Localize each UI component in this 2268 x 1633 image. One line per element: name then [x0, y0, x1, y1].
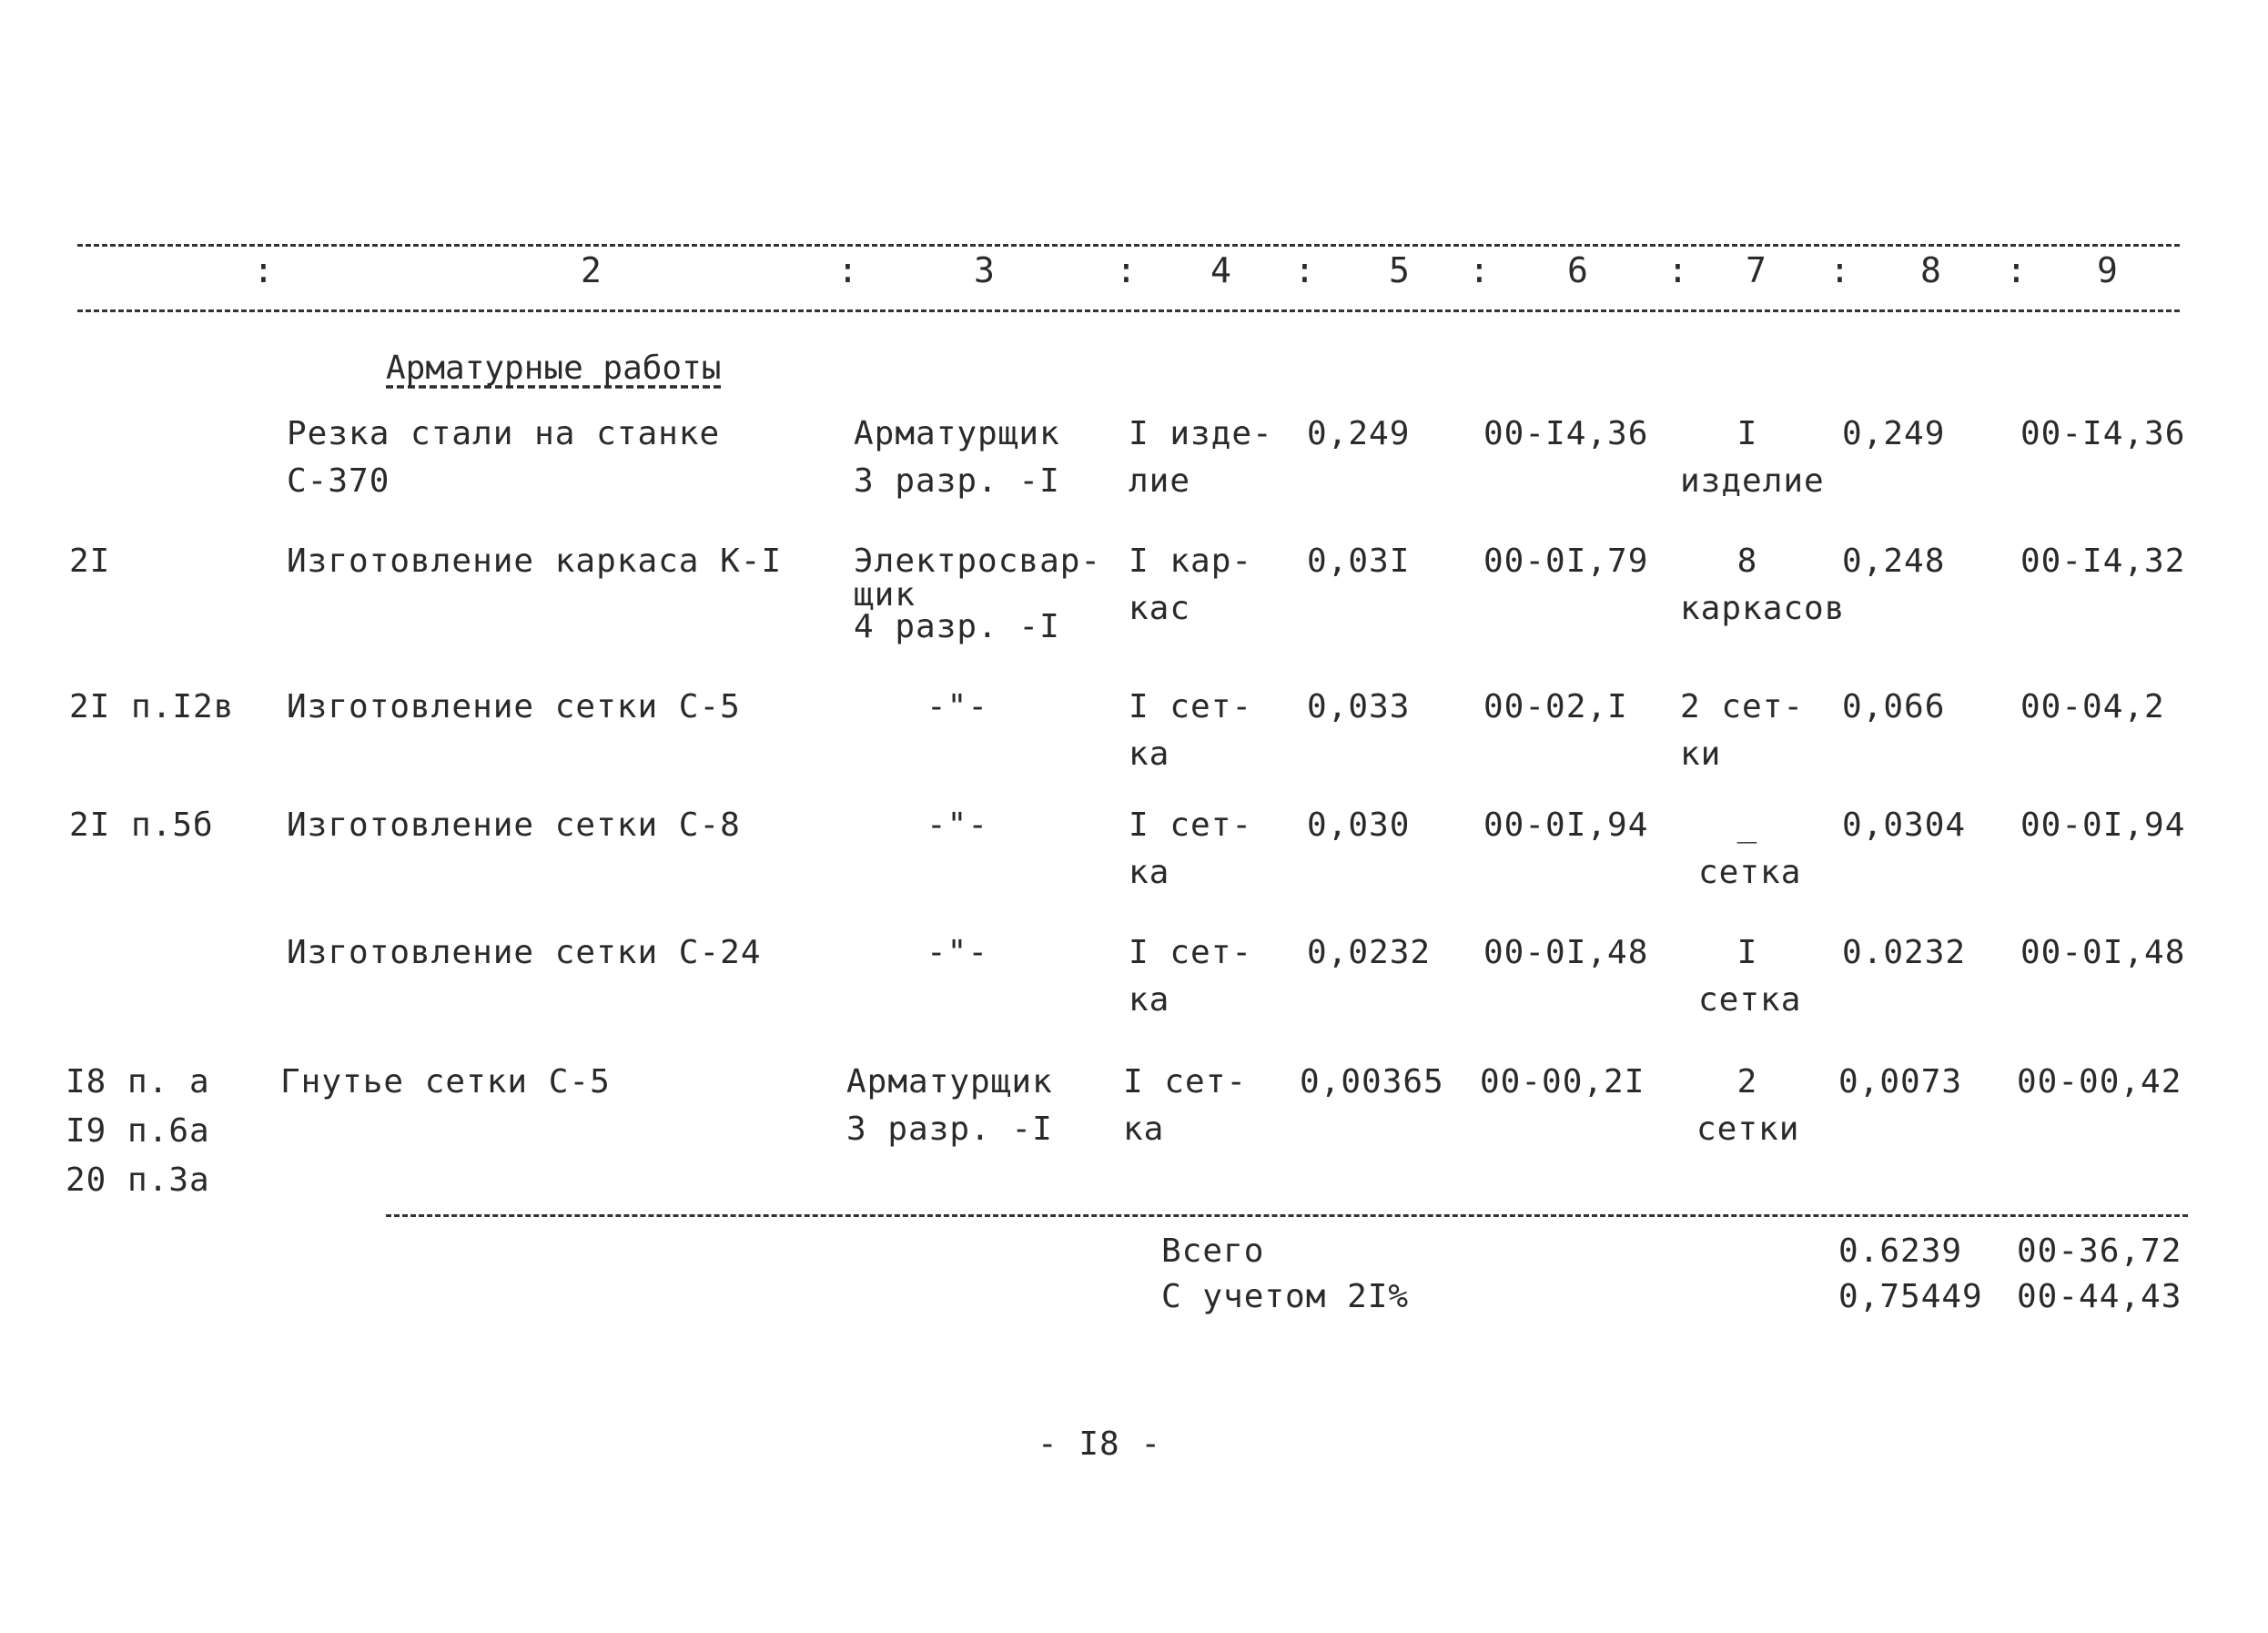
- row-4-total-price: 00-0I,94: [2020, 806, 2186, 844]
- row-6-unit-line-2: ка: [1123, 1111, 1165, 1148]
- row-3-price: 00-02,I: [1483, 688, 1628, 725]
- header-separator: :: [1667, 250, 1688, 290]
- row-4-qty-line-1: _: [1736, 806, 1758, 844]
- row-3-total-norm: 0,066: [1842, 688, 1946, 725]
- row-3-worker: -"-: [926, 688, 989, 725]
- row-6-worker-line-1: Арматурщик: [846, 1063, 1053, 1100]
- row-6-total-price: 00-00,42: [2017, 1063, 2182, 1100]
- header-separator: :: [837, 250, 858, 290]
- row-5-total-price: 00-0I,48: [2020, 934, 2186, 971]
- row-2-worker-line-2: щик: [854, 576, 916, 614]
- row-3-norm: 0,033: [1307, 688, 1411, 725]
- row-2-unit-line-2: кас: [1129, 590, 1191, 627]
- total-adjusted-label: С учетом 2I%: [1161, 1278, 1410, 1315]
- row-2-total-norm: 0,248: [1842, 543, 1946, 580]
- row-2-qty-line-2: каркасов: [1680, 590, 1846, 627]
- row-6-qty-line-1: 2: [1736, 1063, 1758, 1100]
- row-4-name: Изготовление сетки С-8: [287, 806, 741, 844]
- row-5-worker: -"-: [926, 934, 989, 971]
- row-6-norm: 0,00365: [1300, 1063, 1444, 1100]
- row-2-price: 00-0I,79: [1483, 543, 1649, 580]
- totals-rule: [386, 1214, 2188, 1217]
- header-separator: :: [1469, 250, 1490, 290]
- row-3-ref: 2I п.I2в: [69, 688, 235, 725]
- row-2-qty-line-1: 8: [1736, 543, 1758, 580]
- row-3-total-price: 00-04,2: [2020, 688, 2165, 725]
- row-1-norm: 0,249: [1307, 415, 1411, 452]
- row-2-total-price: 00-I4,32: [2020, 543, 2186, 580]
- page-number: - I8 -: [1038, 1425, 1162, 1463]
- total-adjusted-norm: 0,75449: [1838, 1278, 1983, 1315]
- row-5-price: 00-0I,48: [1483, 934, 1649, 971]
- row-3-name: Изготовление сетки С-5: [287, 688, 741, 725]
- header-separator: :: [253, 250, 274, 290]
- row-4-ref: 2I п.5б: [69, 806, 214, 844]
- row-2-norm: 0,03I: [1307, 543, 1411, 580]
- row-5-norm: 0,0232: [1307, 934, 1432, 971]
- row-1-price: 00-I4,36: [1483, 415, 1649, 452]
- row-3-unit-line-2: ка: [1129, 735, 1170, 773]
- header-separator: :: [1294, 250, 1315, 290]
- row-6-ref-line-1: I8 п. а: [66, 1063, 210, 1100]
- header-col-3: 3: [974, 250, 995, 290]
- row-1-qty-line-2: изделие: [1680, 462, 1825, 500]
- row-5-unit-line-2: ка: [1129, 981, 1170, 1019]
- row-4-norm: 0,030: [1307, 806, 1411, 844]
- row-4-price: 00-0I,94: [1483, 806, 1649, 844]
- row-1-name-line-2: С-370: [287, 462, 390, 500]
- header-col-2: 2: [581, 250, 602, 290]
- header-col-6: 6: [1567, 250, 1588, 290]
- row-5-name: Изготовление сетки С-24: [287, 934, 762, 971]
- row-6-unit-line-1: I сет-: [1123, 1063, 1248, 1100]
- row-3-qty-line-1: 2 сет-: [1680, 688, 1805, 725]
- row-6-ref-line-3: 20 п.3а: [66, 1161, 210, 1199]
- row-2-unit-line-1: I кар-: [1129, 543, 1253, 580]
- row-4-worker: -"-: [926, 806, 989, 844]
- row-1-worker-line-1: Арматурщик: [854, 415, 1060, 452]
- header-col-4: 4: [1210, 250, 1231, 290]
- row-5-qty-line-2: сетка: [1698, 981, 1802, 1019]
- header-separator: :: [2006, 250, 2027, 290]
- header-separator: :: [1116, 250, 1137, 290]
- row-1-unit-line-1: I изде-: [1129, 415, 1273, 452]
- header-separator: :: [1829, 250, 1850, 290]
- total-norm: 0.6239: [1838, 1232, 1963, 1270]
- row-4-unit-line-1: I сет-: [1129, 806, 1253, 844]
- row-5-unit-line-1: I сет-: [1129, 934, 1253, 971]
- total-adjusted-price: 00-44,43: [2017, 1278, 2182, 1315]
- row-3-qty-line-2: ки: [1680, 735, 1722, 773]
- row-1-unit-line-2: лие: [1129, 462, 1191, 500]
- total-label: Всего: [1161, 1232, 1265, 1270]
- row-6-qty-line-2: сетки: [1696, 1111, 1800, 1148]
- total-price: 00-36,72: [2017, 1232, 2182, 1270]
- row-1-total-norm: 0,249: [1842, 415, 1946, 452]
- row-3-unit-line-1: I сет-: [1129, 688, 1253, 725]
- row-1-qty-line-1: I: [1736, 415, 1758, 452]
- row-6-price: 00-00,2I: [1480, 1063, 1645, 1100]
- header-col-8: 8: [1920, 250, 1941, 290]
- row-6-ref-line-2: I9 п.6а: [66, 1112, 210, 1150]
- header-top-rule: [77, 244, 2180, 247]
- row-2-worker-line-1: Электросвар-: [854, 543, 1102, 580]
- row-5-total-norm: 0.0232: [1842, 934, 1967, 971]
- row-1-name-line-1: Резка стали на станке: [287, 415, 721, 452]
- header-bottom-rule: [77, 309, 2180, 312]
- row-4-qty-line-2: сетка: [1698, 854, 1802, 891]
- row-6-total-norm: 0,0073: [1838, 1063, 1963, 1100]
- row-2-ref: 2I: [69, 543, 111, 580]
- row-1-total-price: 00-I4,36: [2020, 415, 2186, 452]
- row-5-qty-line-1: I: [1736, 934, 1758, 971]
- header-col-7: 7: [1746, 250, 1767, 290]
- row-2-worker-line-3: 4 разр. -I: [854, 608, 1060, 645]
- header-col-9: 9: [2097, 250, 2118, 290]
- row-6-name: Гнутье сетки С-5: [280, 1063, 611, 1100]
- row-6-worker-line-2: 3 разр. -I: [846, 1111, 1053, 1148]
- row-1-worker-line-2: 3 разр. -I: [854, 462, 1060, 500]
- row-4-total-norm: 0,0304: [1842, 806, 1967, 844]
- section-title: Арматурные работы: [386, 350, 722, 387]
- row-4-unit-line-2: ка: [1129, 854, 1170, 891]
- header-col-5: 5: [1389, 250, 1410, 290]
- row-2-name: Изготовление каркаса К-I: [287, 543, 783, 580]
